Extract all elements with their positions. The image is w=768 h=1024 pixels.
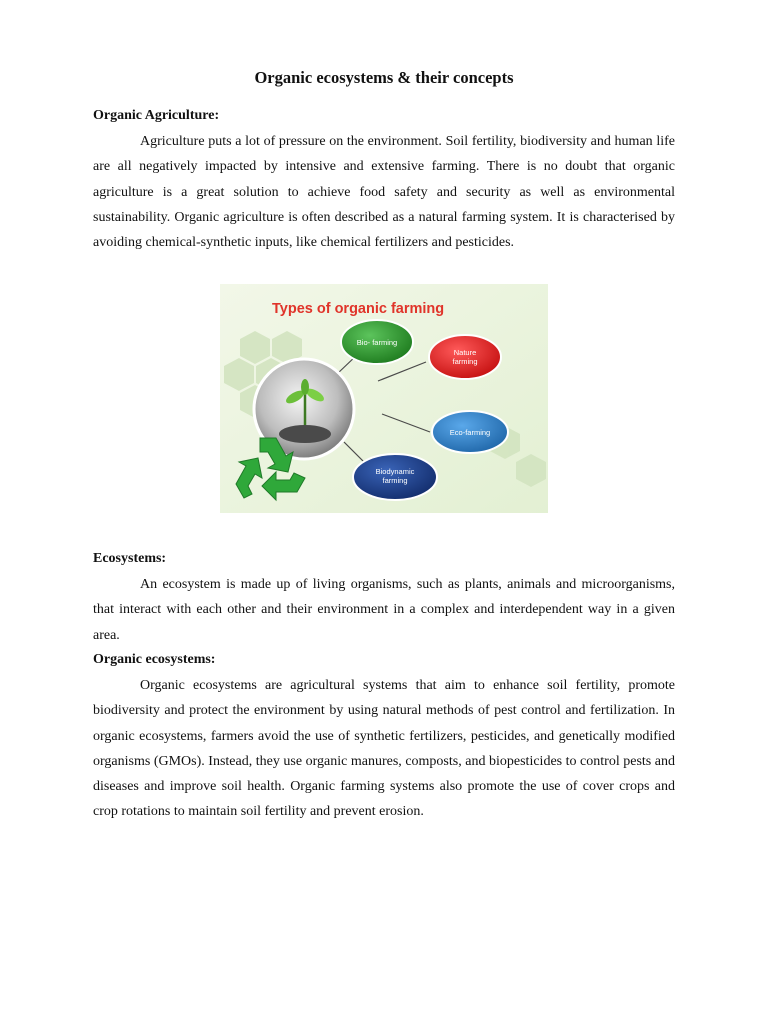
eco-farming-node	[432, 411, 508, 453]
biodynamic-farming-label-line1: Biodynamic	[375, 467, 415, 476]
bio-farming-label: Bio- farming	[356, 338, 398, 347]
heading-organic-ecosystems: Organic ecosystems:	[93, 652, 216, 667]
page-title: Organic ecosystems & their concepts	[254, 68, 514, 87]
biodynamic-farming-node	[353, 454, 437, 500]
paragraph-organic-agriculture: Agriculture puts a lot of pressure on the environment. Soil fertility, biodiversity and human life are all negatively impacted by intensive and extensive farming. There is no doubt that organic agriculture is a great solution to achieve food safety and security as well as environmental sustainability. Organic agriculture is often described as a natural farming system. It is characterised by avoiding chemical-synthetic inputs, like chemical fertilizers and pesticides.	[93, 134, 675, 251]
bio-farming-node	[341, 320, 413, 364]
nature-farming-label-line2: farming	[452, 357, 478, 366]
types-of-organic-farming-figure	[220, 284, 548, 513]
figure-diagram	[220, 284, 548, 513]
heading-ecosystems: Ecosystems:	[93, 551, 167, 566]
paragraph-organic-ecosystems: Organic ecosystems are agricultural systems that aim to enhance soil fertility, promote biodiversity and protect the environment by using natural methods of pest control and fertilization. In organic ecosystems, farmers avoid the use of synthetic fertilizers, pesticides, and genetically modified organisms (GMOs). Instead, they use organic manures, composts, and biopesticides to control pests and diseases and improve soil health. Organic farming systems also promote the use of cover crops and crop rotations to maintain soil fertility and prevent erosion.	[93, 678, 675, 820]
heading-organic-agriculture: Organic Agriculture:	[93, 108, 220, 123]
eco-farming-label: Eco-farming	[449, 428, 491, 437]
nature-farming-label-line1: Nature	[453, 348, 477, 357]
biodynamic-farming-label-line2: farming	[382, 476, 408, 485]
paragraph-ecosystems: An ecosystem is made up of living organisms, such as plants, animals and microorganisms, that interact with each other and their environment in a complex and interdependent way in a given area.	[93, 577, 675, 643]
figure-title: Types of organic farming	[272, 301, 445, 317]
nature-farming-node	[429, 335, 501, 379]
